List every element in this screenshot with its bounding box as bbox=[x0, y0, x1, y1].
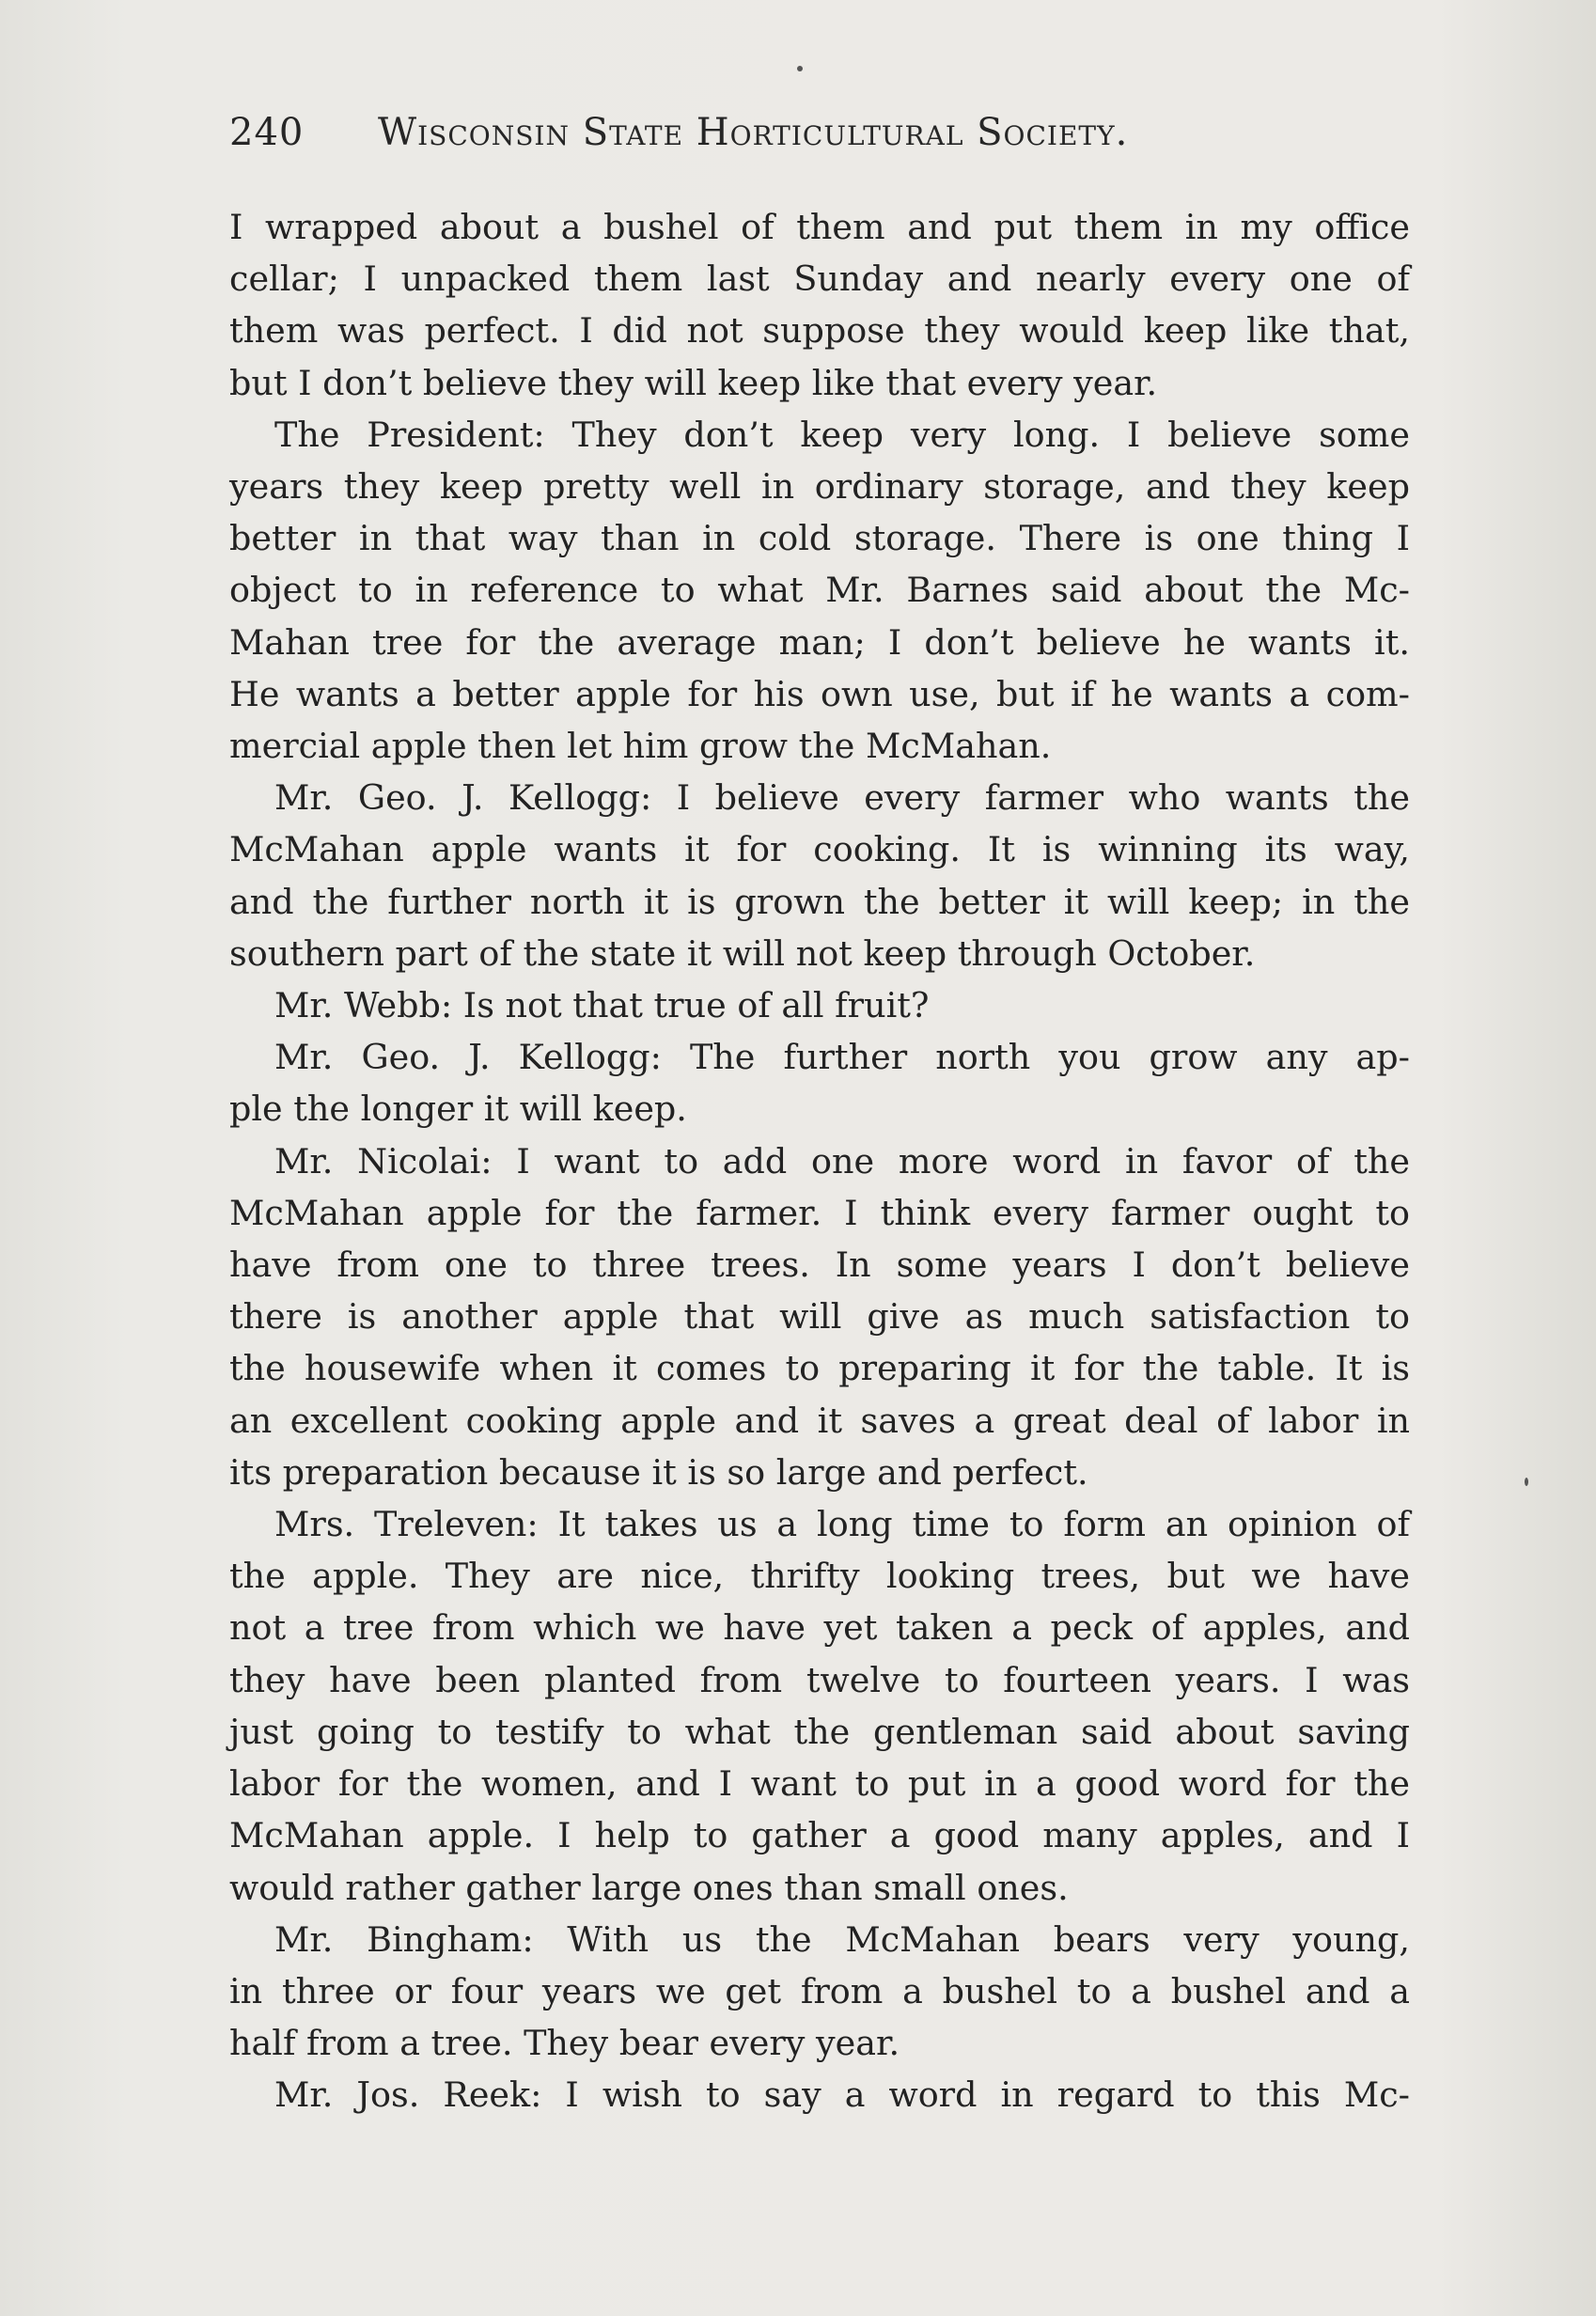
text-line: the housewife when it comes to preparing it for the table. It is bbox=[229, 1348, 1410, 1389]
text-line: Mr. Bingham: With us the McMahan bears very young, bbox=[274, 1918, 1410, 1960]
text-line: would rather gather large ones than small ones. bbox=[229, 1867, 1069, 1908]
text-line: The President: They don’t keep very long. I believe some bbox=[274, 414, 1410, 455]
text-line: them was perfect. I did not suppose they would keep like that, bbox=[229, 310, 1410, 352]
text-line: McMahan apple for the farmer. I think every farmer ought to bbox=[229, 1192, 1410, 1233]
text-line: have from one to three trees. In some years I don’t believe bbox=[229, 1244, 1410, 1286]
body-text bbox=[229, 201, 1410, 2121]
text-line: and the further north it is grown the better it will keep; in the bbox=[229, 881, 1410, 922]
text-line: the apple. They are nice, thrifty looking trees, but we have bbox=[229, 1556, 1410, 1597]
text-line: in three or four years we get from a bushel to a bushel and a bbox=[229, 1970, 1410, 2011]
text-line: Mr. Webb: Is not that true of all fruit? bbox=[274, 985, 930, 1026]
text-line: its preparation because it is so large and perfect. bbox=[229, 1451, 1088, 1493]
text-line: half from a tree. They bear every year. bbox=[229, 2023, 900, 2064]
text-line: but I don’t believe they will keep like that every year. bbox=[229, 362, 1158, 403]
text-line: cellar; I unpacked them last Sunday and nearly every one of bbox=[229, 258, 1410, 300]
text-line: better in that way than in cold storage. There is one thing I bbox=[229, 518, 1410, 559]
text-line: Mr. Geo. J. Kellogg: I believe every farmer who wants the bbox=[274, 777, 1410, 819]
text-line: He wants a better apple for his own use, but if he wants a com- bbox=[229, 673, 1410, 714]
text-line: Mrs. Treleven: It takes us a long time to form an opinion of bbox=[274, 1504, 1410, 1545]
ink-speck bbox=[1525, 1478, 1528, 1486]
text-line: Mr. Nicolai: I want to add one more word in favor of the bbox=[274, 1140, 1410, 1181]
text-line: McMahan apple. I help to gather a good many apples, and I bbox=[229, 1815, 1410, 1856]
text-line: ple the longer it will keep. bbox=[229, 1088, 687, 1130]
text-line: just going to testify to what the gentleman said about saving bbox=[229, 1711, 1410, 1752]
text-line: Mr. Jos. Reek: I wish to say a word in regard to this Mc- bbox=[274, 2074, 1410, 2116]
ink-speck bbox=[797, 66, 803, 71]
text-line: mercial apple then let him grow the McMahan. bbox=[229, 726, 1052, 767]
text-line: McMahan apple wants it for cooking. It is winning its way, bbox=[229, 829, 1410, 870]
text-line: years they keep pretty well in ordinary storage, and they keep bbox=[229, 466, 1410, 508]
page-number: 240 bbox=[229, 111, 305, 154]
text-line: I wrapped about a bushel of them and put them in my office bbox=[229, 207, 1410, 247]
text-line: Mahan tree for the average man; I don’t believe he wants it. bbox=[229, 621, 1410, 663]
running-title: Wisconsin State Horticultural Society. bbox=[378, 111, 1129, 154]
text-line: southern part of the state it will not keep through October. bbox=[229, 932, 1256, 974]
text-line: not a tree from which we have yet taken a peck of apples, and bbox=[229, 1607, 1410, 1649]
text-line: an excellent cooking apple and it saves a great deal of labor in bbox=[229, 1400, 1410, 1441]
text-line: there is another apple that will give as much satisfaction to bbox=[229, 1296, 1410, 1338]
text-line: labor for the women, and I want to put in a good word for the bbox=[229, 1763, 1410, 1805]
text-line: object to in reference to what Mr. Barnes said about the Mc- bbox=[229, 570, 1410, 611]
running-header bbox=[229, 111, 1404, 167]
text-line: Mr. Geo. J. Kellogg: The further north you grow any ap- bbox=[274, 1037, 1410, 1078]
text-line: they have been planted from twelve to fourteen years. I was bbox=[229, 1659, 1410, 1700]
